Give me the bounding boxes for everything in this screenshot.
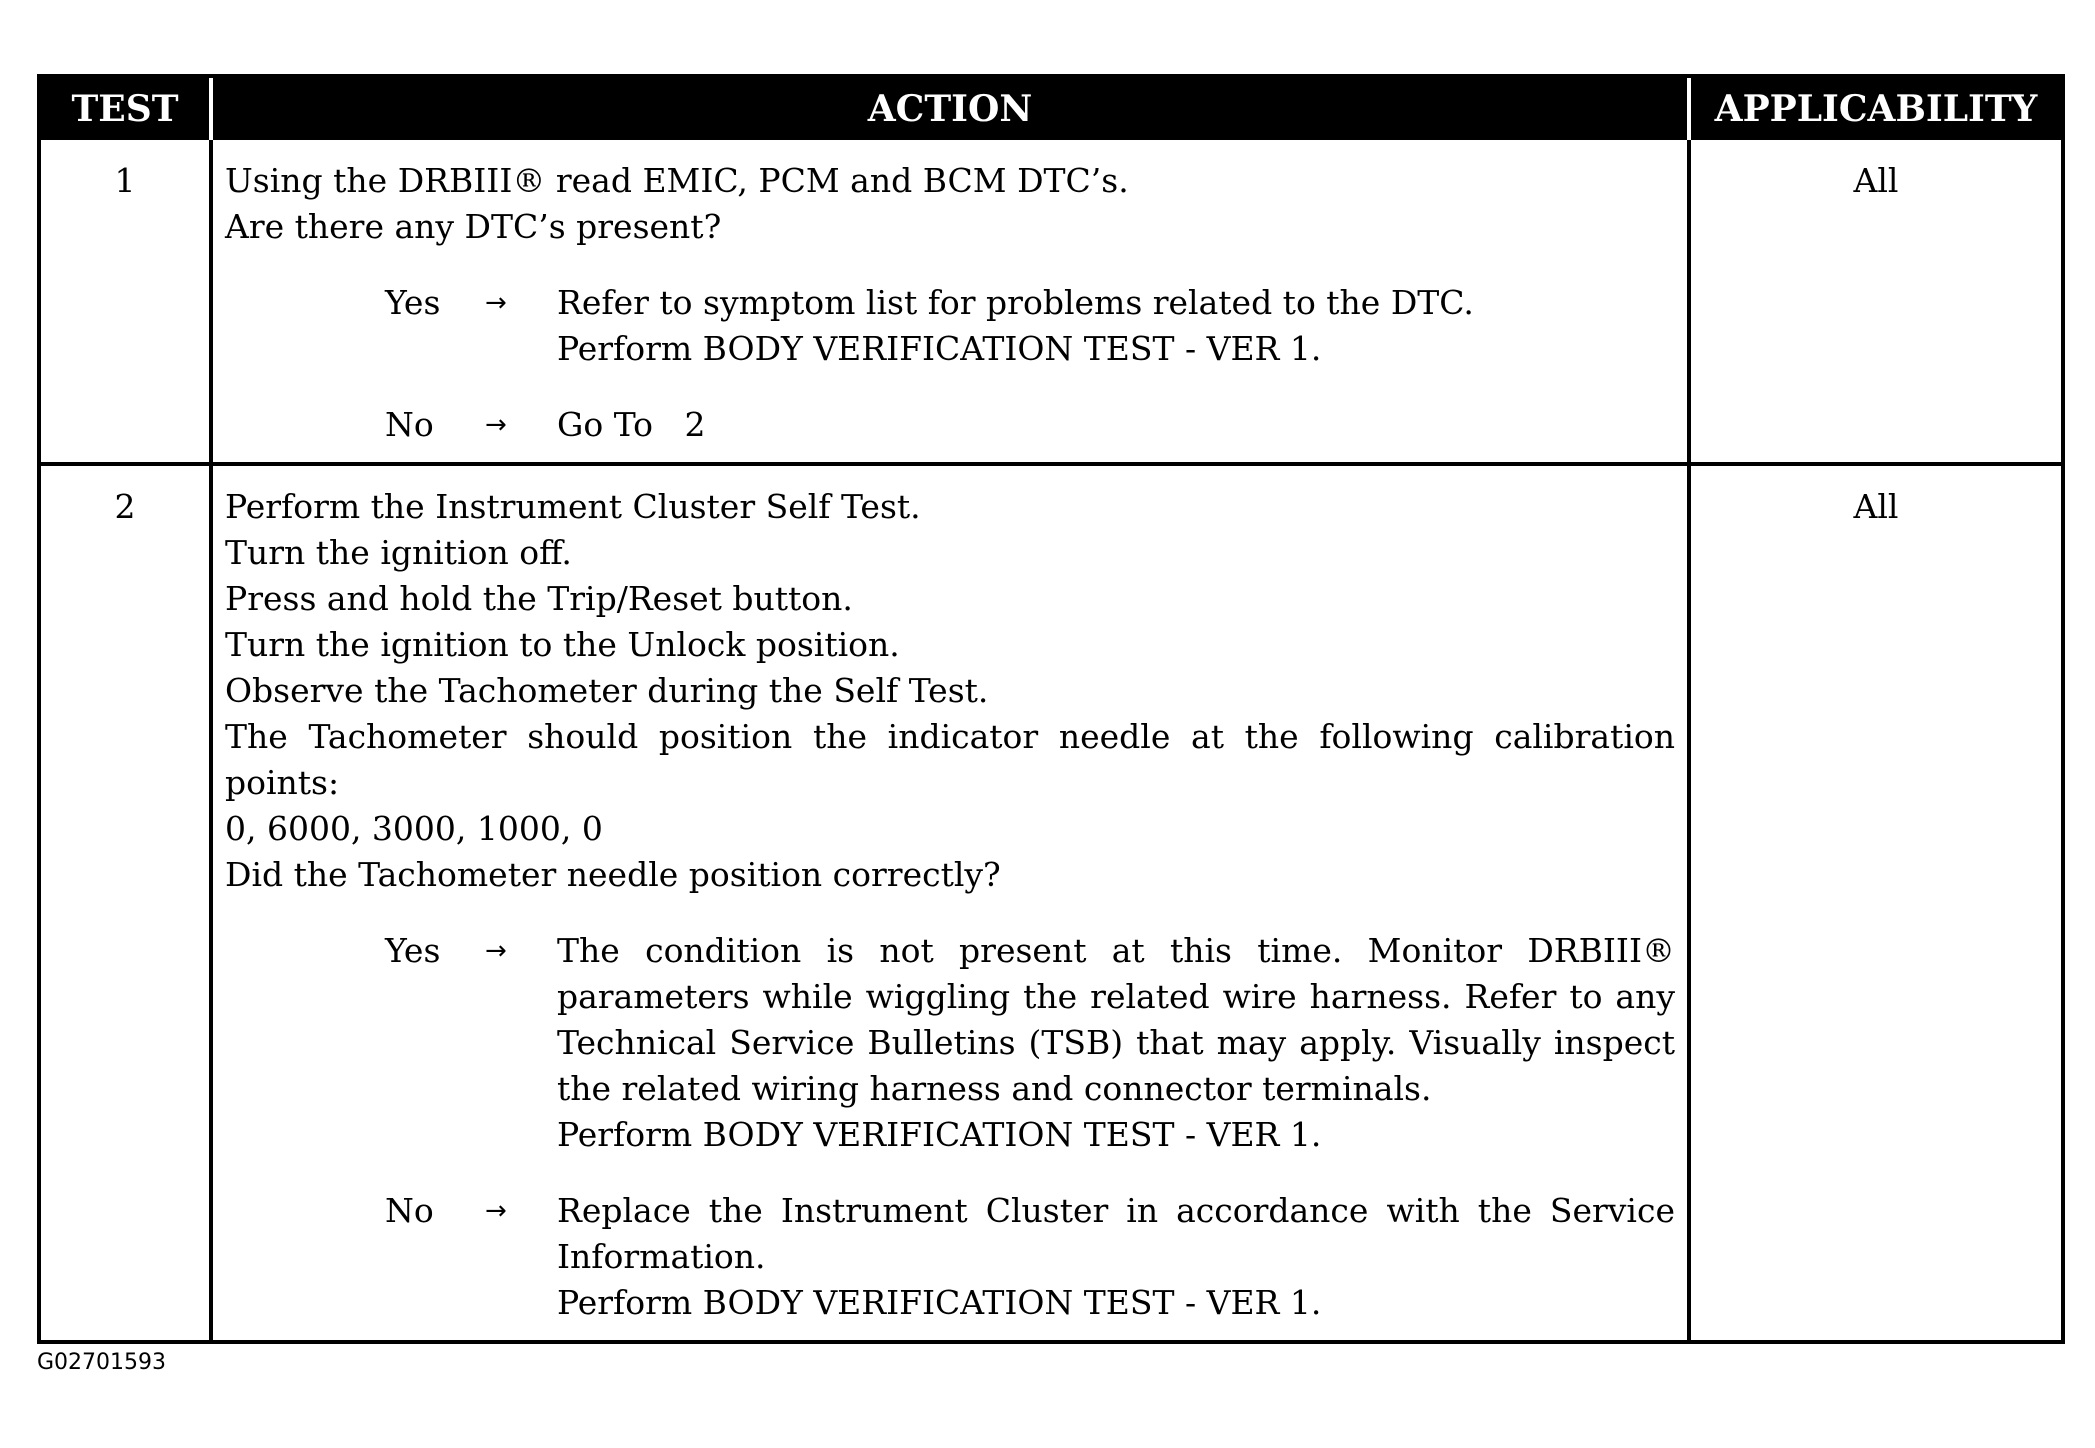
answer-no — [225, 1188, 1675, 1326]
header-action: ACTION — [213, 78, 1691, 140]
answer-body — [557, 402, 1675, 448]
answer-no — [225, 402, 1675, 448]
answer-label: Yes — [385, 283, 441, 322]
answer-line: The condition is not present at this time. Monitor DRBIII® parameters while wiggling the related wire harness. Refer to any Technical Service Bulletins (TSB) that may apply. Visually inspect the related wiring harness and connector terminals. — [557, 931, 1675, 1108]
action-line: 0, 6000, 3000, 1000, 0 — [225, 809, 603, 848]
test-number: 1 — [41, 140, 213, 462]
arrow-right-icon: → — [485, 410, 507, 440]
action-cell — [213, 466, 1691, 1340]
action-cell — [213, 140, 1691, 462]
table-row — [41, 462, 2061, 1340]
header-applicability: APPLICABILITY — [1714, 88, 2038, 130]
answer-line: Go To 2 — [557, 405, 706, 444]
answer-line: Perform BODY VERIFICATION TEST - VER 1. — [557, 1115, 1322, 1154]
test-number: 2 — [41, 466, 213, 1340]
arrow-right-icon: → — [485, 1196, 507, 1226]
table-row — [41, 140, 2061, 462]
applicability-value: All — [1853, 161, 1899, 200]
answer-line: Refer to symptom list for problems related to the DTC. — [557, 283, 1474, 322]
answer-label: No — [385, 405, 434, 444]
answer-yes — [225, 280, 1675, 372]
action-line: Perform the Instrument Cluster Self Test. — [225, 487, 921, 526]
answer-line: Perform BODY VERIFICATION TEST - VER 1. — [557, 1283, 1322, 1322]
table-header-row — [41, 78, 2061, 140]
answer-line: Perform BODY VERIFICATION TEST - VER 1. — [557, 329, 1322, 368]
answer-yes — [225, 928, 1675, 1158]
action-line: Using the DRBIII® read EMIC, PCM and BCM DTC’s. — [225, 161, 1129, 200]
answer-body — [557, 1188, 1675, 1326]
arrow-right-icon: → — [485, 288, 507, 318]
answer-line: Replace the Instrument Cluster in accordance with the Service Information. — [557, 1191, 1675, 1276]
answer-body — [557, 280, 1675, 372]
applicability-value: All — [1853, 487, 1899, 526]
answer-label: No — [385, 1191, 434, 1230]
header-test: TEST — [41, 78, 213, 140]
diagnostic-test-table — [37, 74, 2065, 1344]
action-line: Press and hold the Trip/Reset button. — [225, 579, 853, 618]
figure-id: G02701593 — [37, 1350, 167, 1375]
action-line: Did the Tachometer needle position correctly? — [225, 855, 1001, 894]
arrow-right-icon: → — [485, 936, 507, 966]
action-line: The Tachometer should position the indicator needle at the following calibration points: — [225, 717, 1675, 802]
action-line: Observe the Tachometer during the Self Test. — [225, 671, 989, 710]
action-line: Are there any DTC’s present? — [225, 207, 722, 246]
action-line: Turn the ignition to the Unlock position. — [225, 625, 900, 664]
answer-body — [557, 928, 1675, 1158]
action-line: Turn the ignition off. — [225, 533, 572, 572]
answer-label: Yes — [385, 931, 441, 970]
